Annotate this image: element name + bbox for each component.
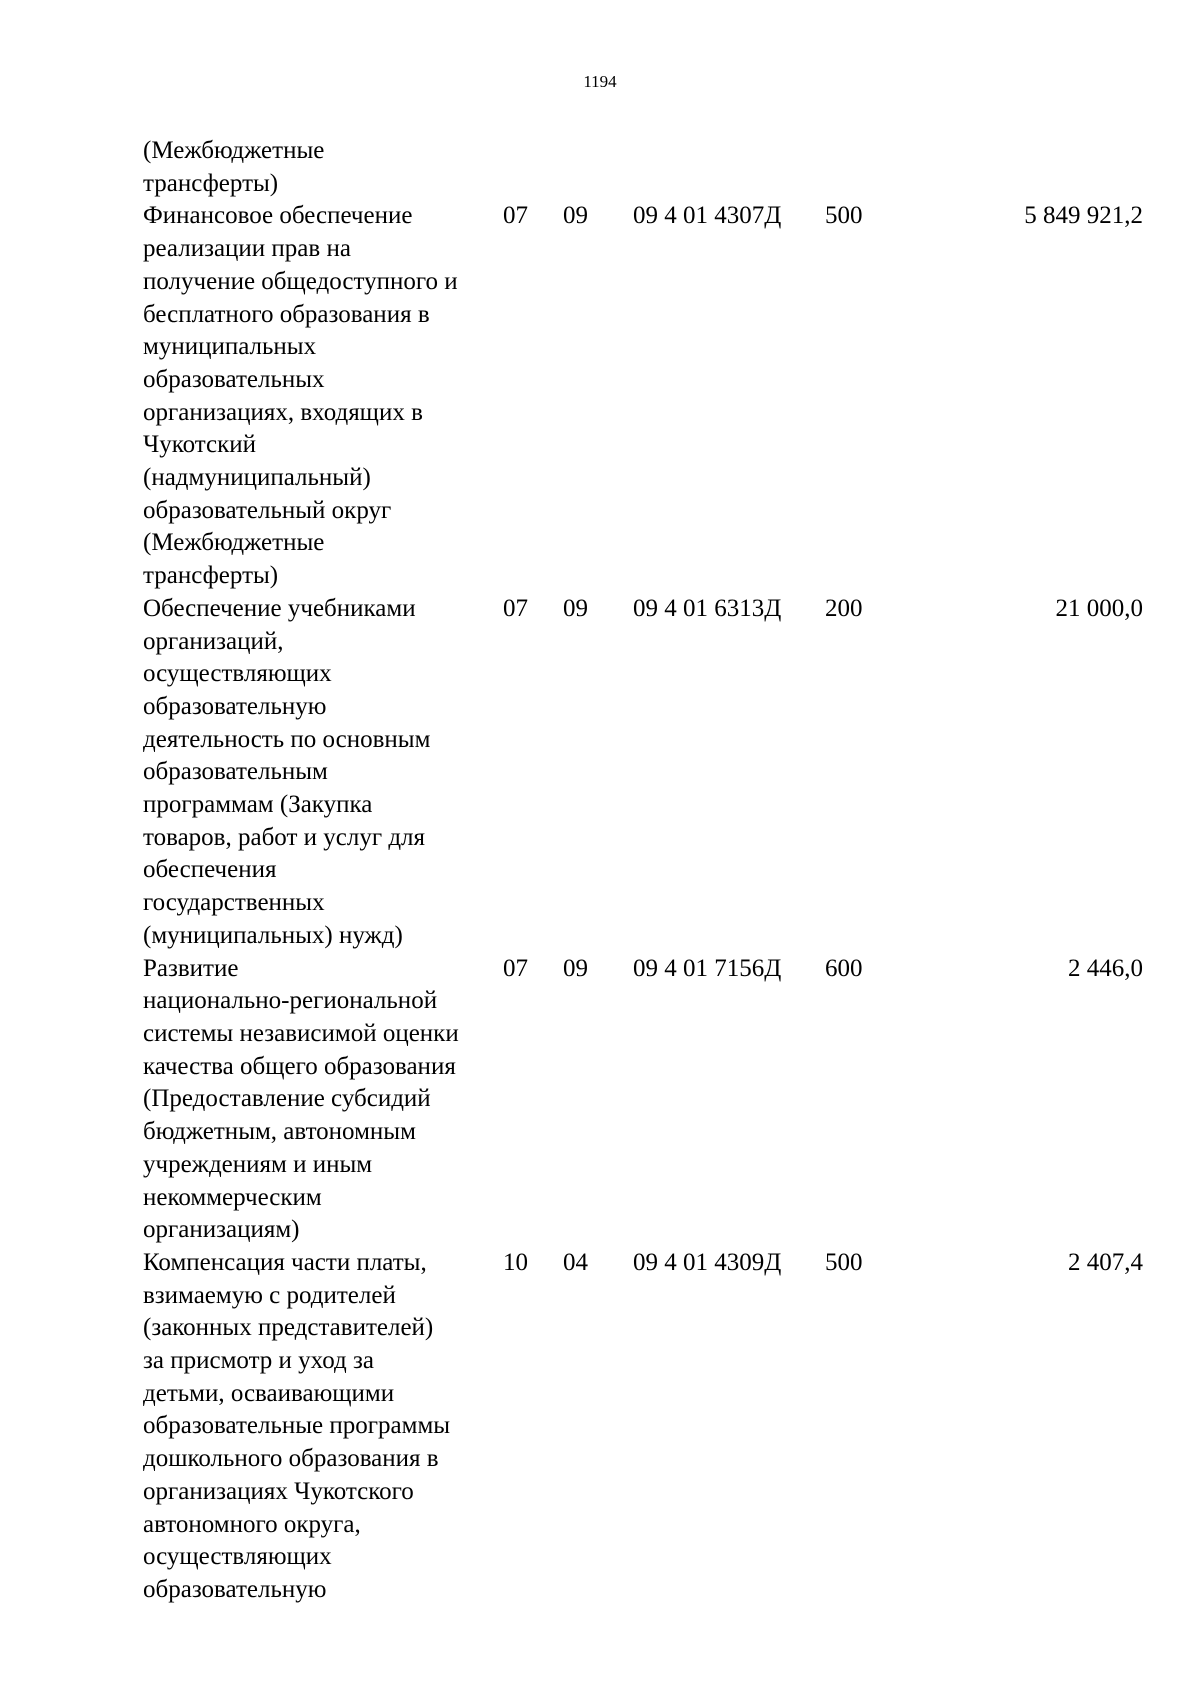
row-amount: 5 849 921,2 xyxy=(1024,202,1143,230)
row-subsection: 09 xyxy=(563,954,588,982)
row-subsection: 09 xyxy=(563,594,588,622)
row-name: Обеспечение учебниками организаций, осуществляющих образовательную деятельность по основным образовательным программам (Закупка товаров, работ и услуг для обеспечения государственных (муниципальных) нужд) xyxy=(143,594,431,949)
row-target-article: 09 4 01 4309Д xyxy=(633,1248,782,1276)
table-row xyxy=(143,953,1143,1247)
row-section: 07 xyxy=(503,202,528,230)
table-row xyxy=(143,1247,1143,1607)
row-expense-type: 200 xyxy=(825,594,863,622)
row-amount: 2 446,0 xyxy=(1068,954,1143,982)
row-target-article: 09 4 01 4307Д xyxy=(633,202,782,230)
row-target-article: 09 4 01 7156Д xyxy=(633,954,782,982)
table-row xyxy=(143,135,1143,200)
row-expense-type: 600 xyxy=(825,954,863,982)
row-amount: 2 407,4 xyxy=(1068,1248,1143,1276)
row-name: Финансовое обеспечение реализации прав на получение общедоступного и бесплатного образования в муниципальных образовательных организациях, входящих в Чукотский (надмуниципальный) образовательный округ (Межбюджетные трансферты) xyxy=(143,202,458,590)
row-subsection: 09 xyxy=(563,202,588,230)
table-row xyxy=(143,593,1143,953)
budget-table xyxy=(143,135,1143,1607)
row-expense-type: 500 xyxy=(825,202,863,230)
row-name: (Межбюджетные трансферты) xyxy=(143,137,325,197)
row-section: 07 xyxy=(503,954,528,982)
table-row xyxy=(143,200,1143,592)
row-subsection: 04 xyxy=(563,1248,588,1276)
page-number: 1194 xyxy=(583,72,617,91)
row-name: Развитие национально-региональной системы независимой оценки качества общего образования (Предоставление субсидий бюджетным, автономным учреждениям и иным некоммерческим организациям) xyxy=(143,954,459,1244)
row-section: 10 xyxy=(503,1248,528,1276)
row-amount: 21 000,0 xyxy=(1055,594,1143,622)
row-section: 07 xyxy=(503,594,528,622)
row-target-article: 09 4 01 6313Д xyxy=(633,594,782,622)
row-name: Компенсация части платы, взимаемую с родителей (законных представителей) за присмотр и уход за детьми, осваивающими образовательные программы дошкольного образования в организациях Чукотского автономного округа, осуществляющих образовательную xyxy=(143,1248,451,1603)
row-expense-type: 500 xyxy=(825,1248,863,1276)
